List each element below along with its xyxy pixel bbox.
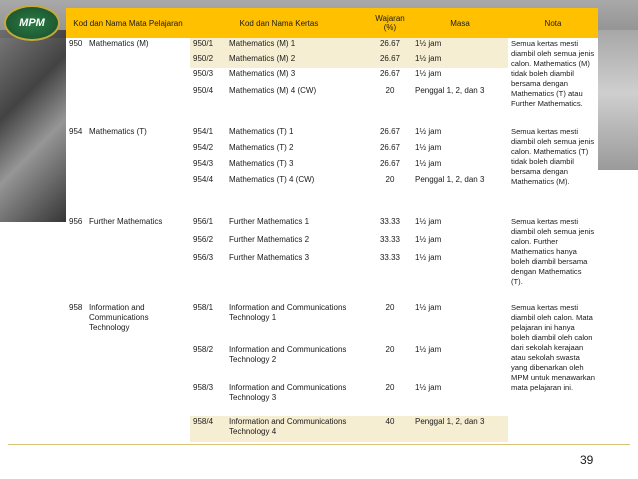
- subject-code: 956: [66, 216, 86, 288]
- paper-time: 1½ jam: [412, 126, 508, 142]
- footer-rule: [8, 444, 630, 445]
- paper-weight: 26.67: [368, 142, 412, 158]
- subject-name: Mathematics (M): [86, 38, 190, 110]
- paper-time: Penggal 1, 2, dan 3: [412, 174, 508, 200]
- paper-time: 1½ jam: [412, 216, 508, 234]
- paper-name: Mathematics (M) 4 (CW): [226, 85, 368, 110]
- paper-code: 950/2: [190, 53, 226, 68]
- paper-name: Mathematics (M) 1: [226, 38, 368, 53]
- paper-weight: 20: [368, 344, 412, 382]
- paper-code: 950/3: [190, 68, 226, 85]
- paper-weight: 26.67: [368, 158, 412, 174]
- header-paper: Kod dan Nama Kertas: [190, 8, 368, 38]
- paper-time: 1½ jam: [412, 234, 508, 252]
- subject-note: Semua kertas mesti diambil oleh semua jenis calon. Mathematics (M) tidak boleh diambil bersama dengan Mathematics (T) atau Further Mathematics.: [508, 38, 598, 110]
- subject-code: 950: [66, 38, 86, 110]
- header-subject: Kod dan Nama Mata Pelajaran: [66, 8, 190, 38]
- subject-code: 954: [66, 126, 86, 200]
- paper-name: Information and Communications Technology 4: [226, 416, 368, 442]
- paper-name: Mathematics (T) 2: [226, 142, 368, 158]
- paper-code: 954/1: [190, 126, 226, 142]
- paper-name: Mathematics (T) 4 (CW): [226, 174, 368, 200]
- paper-name: Mathematics (T) 3: [226, 158, 368, 174]
- subject-name: Mathematics (T): [86, 126, 190, 200]
- paper-name: Mathematics (T) 1: [226, 126, 368, 142]
- paper-weight: 26.67: [368, 53, 412, 68]
- table-row: [66, 126, 598, 142]
- subject-note: Semua kertas mesti diambil oleh semua jenis calon. Further Mathematics hanya boleh diambil bersama dengan Mathematics (T).: [508, 216, 598, 288]
- paper-code: 958/3: [190, 382, 226, 416]
- paper-weight: 26.67: [368, 38, 412, 53]
- paper-time: 1½ jam: [412, 302, 508, 344]
- header-time: Masa: [412, 8, 508, 38]
- paper-time: 1½ jam: [412, 382, 508, 416]
- paper-weight: 40: [368, 416, 412, 442]
- paper-time: Penggal 1, 2, dan 3: [412, 416, 508, 442]
- paper-code: 958/4: [190, 416, 226, 442]
- paper-code: 956/1: [190, 216, 226, 234]
- paper-time: 1½ jam: [412, 68, 508, 85]
- paper-weight: 33.33: [368, 234, 412, 252]
- paper-time: 1½ jam: [412, 38, 508, 53]
- paper-code: 954/3: [190, 158, 226, 174]
- header-note: Nota: [508, 8, 598, 38]
- paper-weight: 20: [368, 85, 412, 110]
- paper-time: 1½ jam: [412, 344, 508, 382]
- paper-name: Information and Communications Technology 2: [226, 344, 368, 382]
- header-weight: Wajaran (%): [368, 8, 412, 38]
- paper-name: Further Mathematics 2: [226, 234, 368, 252]
- paper-name: Further Mathematics 1: [226, 216, 368, 234]
- background-photo: [0, 30, 66, 222]
- page-number: 39: [580, 453, 594, 467]
- paper-name: Mathematics (M) 3: [226, 68, 368, 85]
- paper-weight: 33.33: [368, 252, 412, 288]
- paper-code: 950/1: [190, 38, 226, 53]
- paper-code: 958/2: [190, 344, 226, 382]
- table-row: [66, 216, 598, 234]
- paper-time: 1½ jam: [412, 252, 508, 288]
- paper-code: 950/4: [190, 85, 226, 110]
- paper-time: Penggal 1, 2, dan 3: [412, 85, 508, 110]
- paper-code: 956/3: [190, 252, 226, 288]
- subject-name: Information and Communications Technology: [86, 302, 190, 442]
- subject-note: Semua kertas mesti diambil oleh calon. Mata pelajaran ini hanya boleh diambil oleh calon dari sekolah kerajaan atau sekolah swasta yang dibenarkan oleh MPM untuk menawarkan mata pelajaran ini.: [508, 302, 598, 442]
- paper-time: 1½ jam: [412, 158, 508, 174]
- paper-weight: 33.33: [368, 216, 412, 234]
- paper-time: 1½ jam: [412, 142, 508, 158]
- table-header-row: [66, 8, 598, 38]
- subject-name: Further Mathematics: [86, 216, 190, 288]
- paper-name: Information and Communications Technology 3: [226, 382, 368, 416]
- subject-note: Semua kertas mesti diambil oleh semua jenis calon. Mathematics (T) tidak boleh diambil bersama dengan Mathematics (M).: [508, 126, 598, 200]
- paper-weight: 20: [368, 382, 412, 416]
- paper-weight: 20: [368, 174, 412, 200]
- paper-weight: 26.67: [368, 68, 412, 85]
- paper-code: 958/1: [190, 302, 226, 344]
- table-row: [66, 302, 598, 344]
- mpm-logo: [4, 5, 60, 41]
- paper-weight: 26.67: [368, 126, 412, 142]
- paper-name: Further Mathematics 3: [226, 252, 368, 288]
- paper-code: 956/2: [190, 234, 226, 252]
- logo-text: MPM: [19, 17, 45, 29]
- paper-code: 954/2: [190, 142, 226, 158]
- paper-code: 954/4: [190, 174, 226, 200]
- paper-time: 1½ jam: [412, 53, 508, 68]
- background-photo-right: [598, 30, 638, 170]
- paper-name: Information and Communications Technology 1: [226, 302, 368, 344]
- subject-code: 958: [66, 302, 86, 442]
- table-row: [66, 38, 598, 53]
- exam-papers-table: [66, 8, 598, 442]
- paper-name: Mathematics (M) 2: [226, 53, 368, 68]
- paper-weight: 20: [368, 302, 412, 344]
